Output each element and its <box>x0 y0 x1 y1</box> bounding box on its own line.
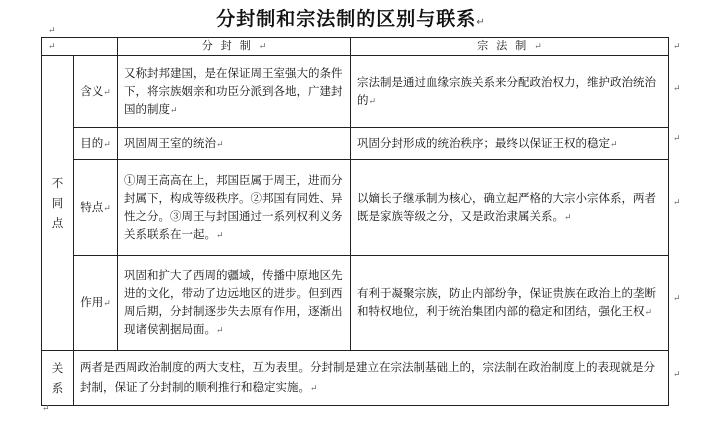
fengjian-text: ①周王高高在上，邦国臣属于周王，进而分封属下，构成等级秩序。②邦国有同姓、异性之分。③周王与封国通过一系列权利义务关系联系在一起。 <box>124 172 343 241</box>
fengjian-text: 巩固周王室的统治 <box>124 135 217 150</box>
document-title <box>0 4 702 31</box>
paragraph-mark-icon: ↵ <box>610 139 618 150</box>
paragraph-mark-icon: ↵ <box>564 212 572 223</box>
row-label-cell <box>74 256 118 351</box>
paragraph-mark-icon: ↵ <box>368 96 377 107</box>
fengjian-cell <box>118 256 351 351</box>
row-label-cell <box>74 160 118 256</box>
table-row <box>42 128 669 160</box>
group-label-cell <box>42 56 74 351</box>
paragraph-mark-icon: ↵ <box>644 308 653 318</box>
row-label: 特点 <box>80 199 104 214</box>
row-end-mark-icon: ↵ <box>673 294 681 304</box>
relation-label-cell <box>42 351 74 406</box>
relation-text: 两者是西周政治制度的两大支柱，互为表里。分封制是建立在宗法制基础上的，宗法制在政治制度上的表现就是分封制，保证了分封制的顺利推行和稳定实施。 <box>80 360 655 394</box>
fengjian-cell <box>118 56 351 128</box>
row-end-mark-icon: ↵ <box>673 84 681 94</box>
relation-row <box>42 351 669 406</box>
zongfa-cell <box>351 128 669 160</box>
paragraph-mark-icon: ↵ <box>170 105 178 116</box>
paragraph-mark-icon: ↵ <box>103 139 111 150</box>
row-end-mark-icon: ↵ <box>673 198 681 208</box>
paragraph-mark-icon: ↵ <box>103 87 111 98</box>
row-end-mark-icon: ↵ <box>673 370 681 380</box>
zongfa-text: 巩固分封形成的统治秩序；最终以保证王权的稳定 <box>357 135 611 150</box>
group-label: 不同点 <box>51 176 64 230</box>
zongfa-text: 宗法制是通过血缘宗族关系来分配政治权力，维护政治统治的 <box>357 74 657 107</box>
paragraph-mark-icon: ↵ <box>48 26 56 36</box>
fengjian-cell <box>118 128 351 160</box>
row-label: 含义 <box>80 83 104 98</box>
paragraph-mark-icon: ↵ <box>534 42 542 52</box>
table-row <box>42 160 669 256</box>
zongfa-cell <box>351 160 669 256</box>
table-row <box>42 256 669 351</box>
zongfa-text: 有利于凝聚宗族，防止内部纷争，保证贵族在政治上的垄断和特权地位，利于统治集团内部的稳定和团结，强化王权 <box>357 286 657 318</box>
table-header-row <box>42 38 669 56</box>
row-label-cell <box>74 128 118 160</box>
paragraph-mark-icon: ↵ <box>310 384 318 394</box>
paragraph-mark-icon: ↵ <box>476 17 486 28</box>
fengjian-text: 巩固和扩大了西周的疆域，传播中原地区先进的文化，带动了边远地区的进步。但到西周后期，分封制逐步失去原有作用，逐渐出现诸侯割据局面。 <box>124 268 343 336</box>
row-end-mark-icon: ↵ <box>673 134 681 144</box>
row-end-mark-icon: ↵ <box>673 42 681 52</box>
row-label: 目的 <box>80 135 104 150</box>
table-row <box>42 56 669 128</box>
header-blank-cell <box>42 38 118 56</box>
paragraph-mark-icon: ↵ <box>216 139 224 150</box>
paragraph-mark-icon: ↵ <box>48 42 56 52</box>
header-fengjian <box>118 38 351 56</box>
row-label-cell <box>74 56 118 128</box>
row-label: 作用 <box>80 295 104 309</box>
relation-label: 关系 <box>51 361 64 395</box>
title-text: 分封制和宗法制的区别与联系 <box>216 8 477 30</box>
comparison-table <box>41 37 669 406</box>
header-zongfa <box>351 38 669 56</box>
zongfa-cell <box>351 256 669 351</box>
paragraph-mark-icon: ↵ <box>103 203 111 214</box>
zongfa-cell <box>351 56 669 128</box>
relation-text-cell <box>74 351 669 406</box>
paragraph-mark-icon: ↵ <box>42 404 50 414</box>
paragraph-mark-icon: ↵ <box>216 326 224 336</box>
paragraph-mark-icon: ↵ <box>216 230 224 241</box>
fengjian-cell <box>118 160 351 256</box>
header-fengjian-text: 分封制 <box>201 39 259 52</box>
fengjian-text: 又称封邦建国，是在保证周王室强大的条件下，将宗族姻亲和功臣分派到各地，广建封国的制度 <box>124 65 343 116</box>
paragraph-mark-icon: ↵ <box>258 42 267 52</box>
zongfa-text: 以嫡长子继承制为核心，确立起严格的大宗小宗体系，两者既是家族等级之分，又是政治隶属关系。 <box>357 190 657 223</box>
header-zongfa-text: 宗法制 <box>477 39 535 52</box>
paragraph-mark-icon: ↵ <box>103 299 111 309</box>
